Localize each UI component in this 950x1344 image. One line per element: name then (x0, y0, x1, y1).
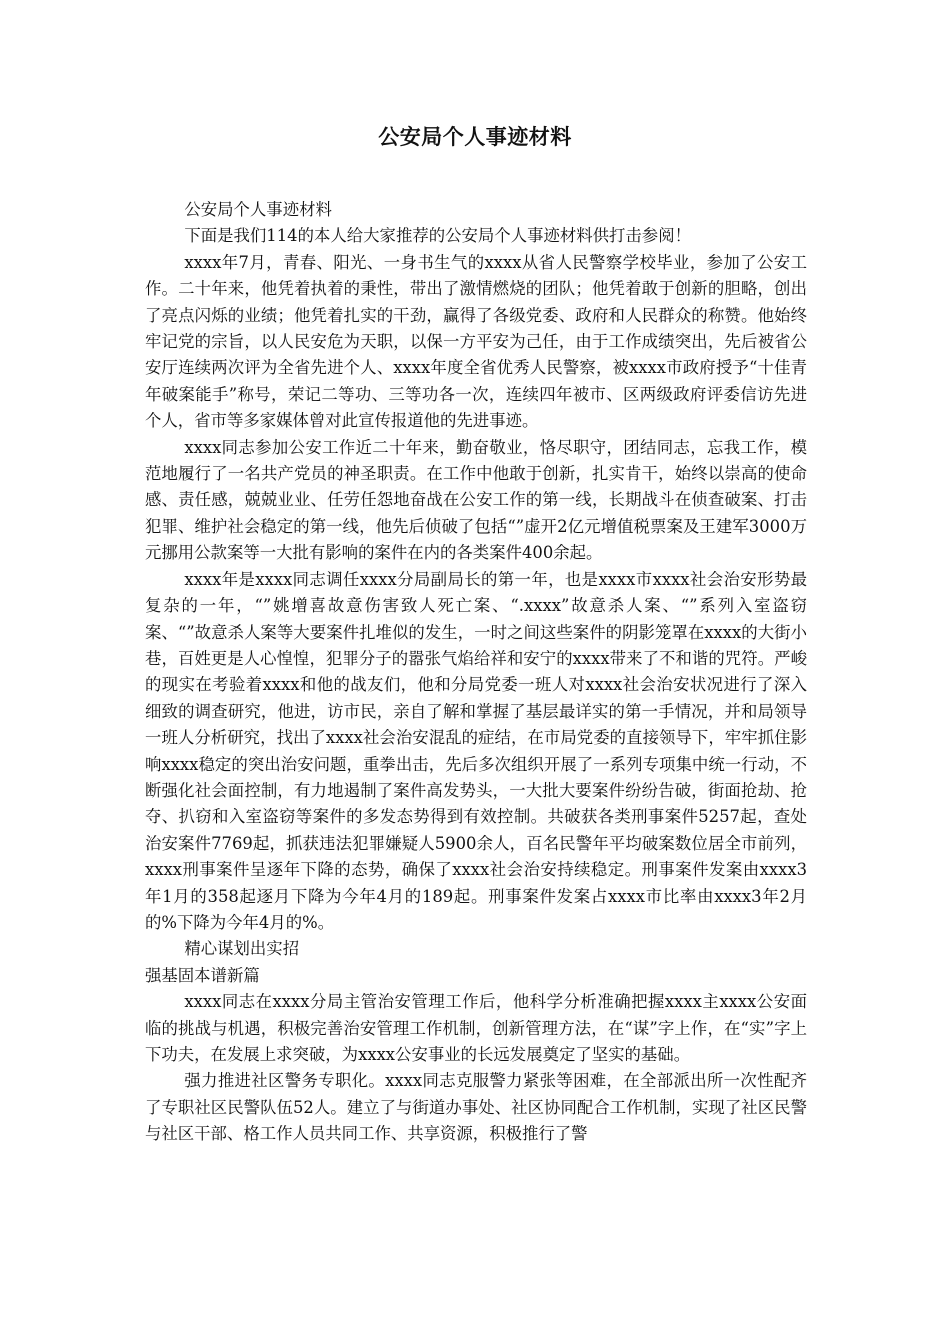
document-title: 公安局个人事迹材料 (378, 124, 572, 149)
paragraph-career: xxxx年7月，青春、阳光、一身书生气的xxxx从省人民警察学校毕业，参加了公安工作。二十年来，他凭着执着的秉性，带出了激情燃烧的团队；他凭着敢于创新的胆略，创出了亮点闪烁的业绩；他凭着扎实的干劲，赢得了各级党委、政府和人民群众的称赞。他始终牢记党的宗旨，以人民安危为天职，以保一方平安为己任，由于工作成绩突出，先后被省公安厅连续两次评为全省先进个人、xxxx年度全省优秀人民警察，被xxxx市政府授予“十佳青年破案能手”称号，荣记二等功、三等功各一次，连续四年被市、区两级政府评委信访先进个人，省市等多家媒体曾对此宣传报道他的先进事迹。 (145, 252, 807, 431)
document-body (145, 197, 807, 1148)
paragraph-intro: 下面是我们114的本人给大家推荐的公安局个人事迹材料供打击参阅！ (184, 226, 691, 246)
paragraph-deputy-year: xxxx年是xxxx同志调任xxxx分局副局长的第一年，也是xxxx市xxxx社会治安形势最复杂的一年，“”姚增喜故意伤害致人死亡案、“.xxxx”故意杀人案、“”系列入室盗窃案、“”故意杀人案等大要案件扎堆似的发生，一时之间这些案件的阴影笼罩在xxxx的大街小巷，百姓更是人心惶惶，犯罪分子的嚣张气焰给祥和安宁的xxxx带来了不和谐的咒符。严峻的现实在考验着xxxx和他的战友们，他和分局党委一班人对xxxx社会治安状况进行了深入细致的调查研究，他进，访市民，亲自了解和掌握了基层最详实的第一手情况，并和局领导一班人分析研究，找出了xxxx社会治安混乱的症结，在市局党委的直接领导下，牢牢抓住影响xxxx稳定的突出治安问题，重拳出击，先后多次组织开展了一系列专项集中统一行动，不断强化社会面控制，有力地遏制了案件高发势头，一大批大要案件纷纷告破，街面抢劫、抢夺、扒窃和入室盗窃等案件的多发态势得到有效控制。共破获各类刑事案件5257起，查处治安案件7769起，抓获违法犯罪嫌疑人5900余人，百名民警年平均破案数位居全市前列，xxxx刑事案件呈逐年下降的态势，确保了xxxx社会治安持续稳定。刑事案件发案由xxxx3年1月的358起逐月下降为今年4月的189起。刑事案件发案占xxxx市比率由xxxx3年2月的%下降为今年4月的%。 (145, 569, 807, 932)
paragraph-dedication: xxxx同志参加公安工作近二十年来，勤奋敬业，恪尽职守，团结同志，忘我工作，模范地履行了一名共产党员的神圣职责。在工作中他敢于创新，扎实肯干，始终以崇高的使命感、责任感，兢兢业业、任劳任怨地奋战在公安工作的第一线，长期战斗在侦查破案、打击犯罪、维护社会稳定的第一线，他先后侦破了包括“”虚开2亿元增值税票案及王建军3000万元挪用公款案等一大批有影响的案件在内的各类案件400余起。 (145, 437, 807, 563)
paragraph-management: xxxx同志在xxxx分局主管治安管理工作后，他科学分析准确把握xxxx主xxxx公安面临的挑战与机遇，积极完善治安管理工作机制，创新管理方法，在“谋”字上作，在“实”字上下功夫，在发展上求突破，为xxxx公安事业的长远发展奠定了坚实的基础。 (145, 992, 807, 1064)
section-heading-planning: 精心谋划出实招 (184, 939, 300, 959)
paragraph-community-policing: 强力推进社区警务专职化。xxxx同志克服警力紧张等困难，在全部派出所一次性配齐了专职社区民警队伍52人。建立了与街道办事处、社区协同配合工作机制，实现了社区民警与社区干部、格工作人员共同工作、共享资源，积极推行了警 (145, 1071, 807, 1144)
paragraph-subtitle: 公安局个人事迹材料 (184, 200, 332, 219)
section-heading-foundation: 强基固本谱新篇 (145, 965, 260, 985)
